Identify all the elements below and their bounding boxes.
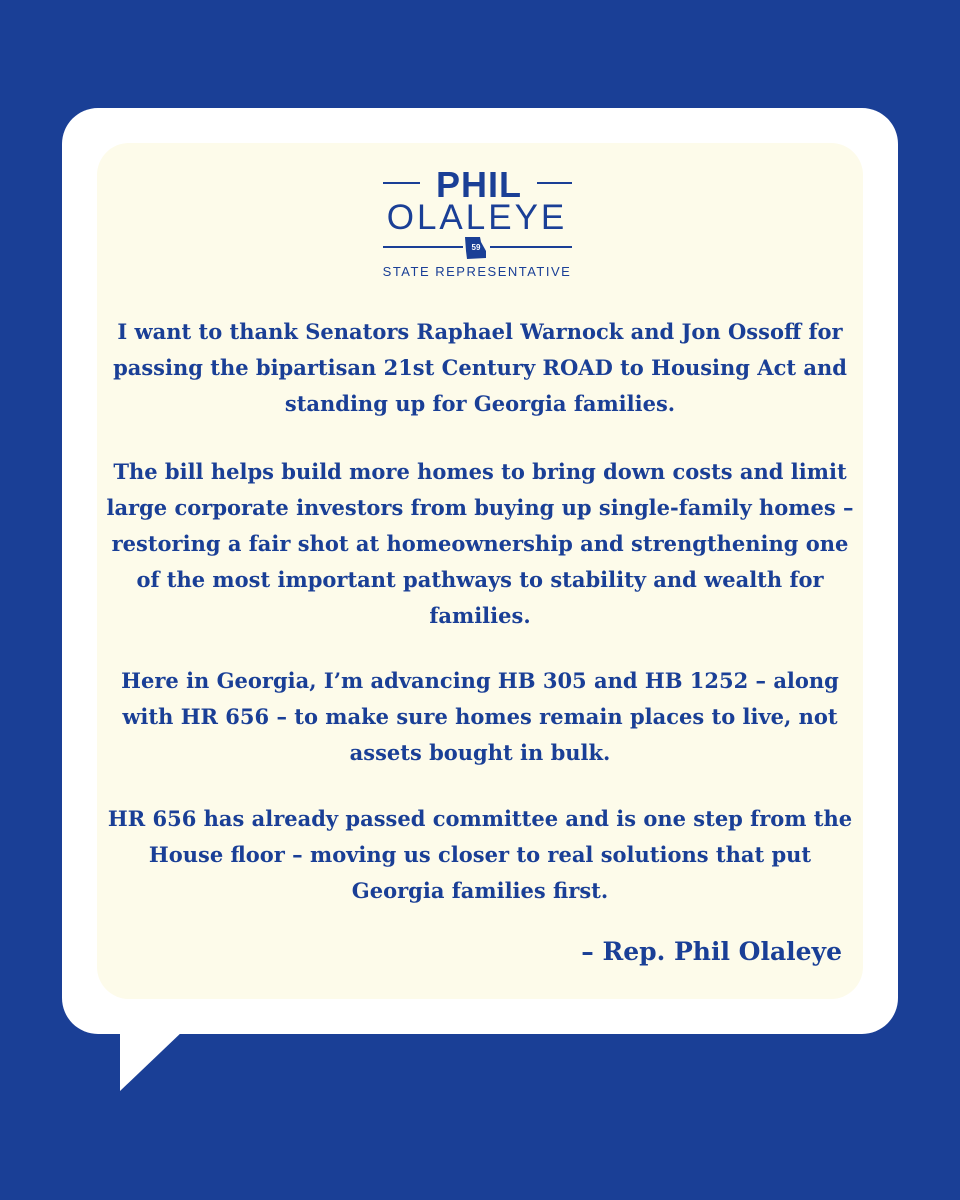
statement-paragraph-2: The bill helps build more homes to bring down costs and limit large corporate investors from buying up single-family homes – restoring a fair shot at homeownership and strengthening one of the most important pathways to stability and wealth for families. bbox=[106, 459, 854, 628]
campaign-logo bbox=[0, 0, 960, 300]
georgia-state-icon bbox=[465, 237, 486, 259]
district-number: 59 bbox=[471, 243, 481, 252]
logo-office-title: STATE REPRESENTATIVE bbox=[382, 264, 572, 279]
logo-first-name: PHIL bbox=[435, 164, 523, 205]
statement-paragraph-3: Here in Georgia, I’m advancing HB 305 and HB 1252 – along with HR 656 – to make sure homes remain places to live, not assets bought in bulk. bbox=[121, 668, 839, 765]
statement-paragraph-1: I want to thank Senators Raphael Warnock and Jon Ossoff for passing the bipartisan 21st Century ROAD to Housing Act and standing up for Georgia families. bbox=[113, 319, 847, 416]
logo-last-name: OLALEYE bbox=[386, 198, 568, 237]
statement-paragraph-4: HR 656 has already passed committee and is one step from the House floor – moving us closer to real solutions that put Georgia families first. bbox=[107, 806, 853, 903]
signature: – Rep. Phil Olaleye bbox=[581, 937, 842, 966]
